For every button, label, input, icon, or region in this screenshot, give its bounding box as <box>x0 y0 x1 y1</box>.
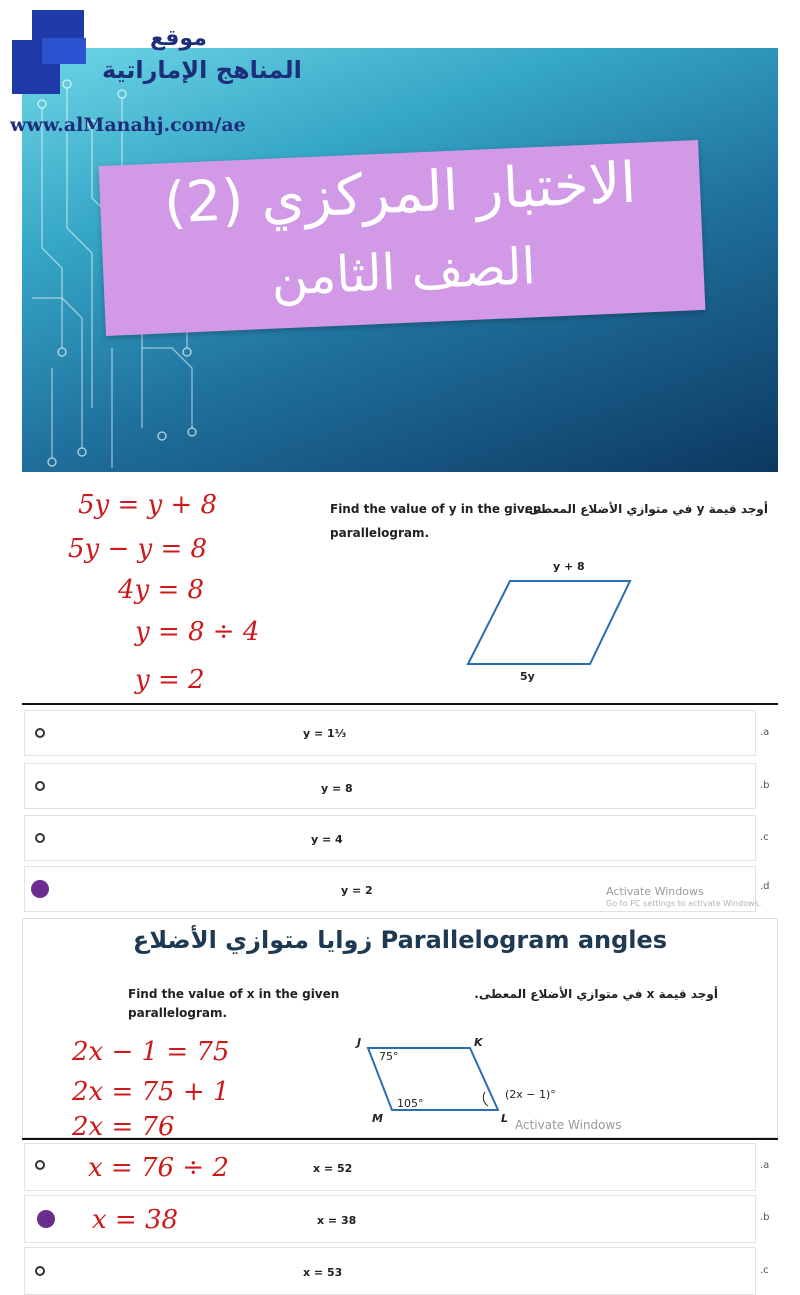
activate-windows-subtext: Go to PC settings to activate Windows. <box>606 899 762 908</box>
option-row-a[interactable] <box>24 710 756 756</box>
site-url-link[interactable]: www.alManahj.com/ae <box>10 114 246 136</box>
radio-empty-icon[interactable] <box>35 728 45 738</box>
option-row-c[interactable] <box>24 815 756 861</box>
exam-title: الاختبار المركزي (2) <box>162 150 638 237</box>
option-text: y = 4 <box>311 833 343 846</box>
solution-step: y = 2 <box>135 665 205 695</box>
option-letter: .a <box>760 727 770 738</box>
option-letter: .a <box>760 1160 770 1171</box>
solution-step: x = 76 ÷ 2 <box>88 1153 229 1183</box>
site-name-full: المناهج الإماراتية <box>102 56 302 84</box>
question-text-en-cont: parallelogram. <box>128 1006 228 1020</box>
solution-step: y = 8 ÷ 4 <box>135 617 260 647</box>
radio-selected-icon[interactable] <box>37 1210 55 1228</box>
option-row-b[interactable] <box>24 763 756 809</box>
title-box <box>99 140 706 336</box>
logo-blocks-icon <box>12 10 92 100</box>
solution-step: x = 38 <box>92 1205 179 1235</box>
question-text-en-cont: parallelogram. <box>330 526 430 540</box>
angle-m-label: 105° <box>397 1097 424 1110</box>
option-letter: .b <box>760 1212 770 1223</box>
radio-empty-icon[interactable] <box>35 1266 45 1276</box>
radio-empty-icon[interactable] <box>35 781 45 791</box>
grade-title: الصف الثامن <box>270 237 537 307</box>
question-text-ar: أوجد قيمة x في متوازي الأضلاع المعطى. <box>474 987 718 1001</box>
solution-step: 2x − 1 = 75 <box>72 1037 230 1067</box>
solution-step: 5y − y = 8 <box>68 534 208 564</box>
vertex-m-label: M <box>372 1112 383 1125</box>
activate-windows-watermark: Activate Windows <box>515 1118 622 1132</box>
solution-step: 4y = 8 <box>118 575 205 605</box>
option-letter: .b <box>760 780 770 791</box>
vertex-k-label: K <box>474 1036 483 1049</box>
radio-empty-icon[interactable] <box>35 1160 45 1170</box>
site-name: موقع <box>150 26 207 51</box>
solution-step: 5y = y + 8 <box>78 490 218 520</box>
vertex-j-label: J <box>357 1036 362 1049</box>
question-text-en: Find the value of x in the given <box>128 987 340 1001</box>
title-banner <box>22 48 778 472</box>
section-heading: زوايا متوازي الأضلاع Parallelogram angles <box>132 926 668 954</box>
solution-step: 2x = 75 + 1 <box>72 1077 230 1107</box>
figure-label-top: y + 8 <box>553 560 585 573</box>
option-text: y = 8 <box>321 782 353 795</box>
angle-j-label: 75° <box>379 1050 399 1063</box>
divider <box>22 703 778 705</box>
option-row-c[interactable] <box>24 1247 756 1295</box>
option-letter: .d <box>760 881 770 892</box>
option-text: y = 2 <box>341 884 373 897</box>
option-text: y = 1⅓ <box>303 727 347 740</box>
activate-windows-watermark: Activate Windows <box>606 885 704 898</box>
angle-l-label: (2x − 1)° <box>505 1088 556 1101</box>
radio-selected-icon[interactable] <box>31 880 49 898</box>
option-text: x = 38 <box>317 1214 357 1227</box>
figure-label-bottom: 5y <box>520 670 535 683</box>
option-text: x = 53 <box>303 1266 343 1279</box>
question-text-en: Find the value of y in the given <box>330 502 542 516</box>
question-text-ar: أوجد قيمة y في متوازي الأضلاع المعطى. <box>524 502 768 516</box>
option-text: x = 52 <box>313 1162 353 1175</box>
solution-step: 2x = 76 <box>72 1112 175 1142</box>
option-letter: .c <box>760 1265 769 1276</box>
parallelogram-figure <box>460 575 640 670</box>
radio-empty-icon[interactable] <box>35 833 45 843</box>
option-letter: .c <box>760 832 769 843</box>
vertex-l-label: L <box>501 1112 509 1125</box>
